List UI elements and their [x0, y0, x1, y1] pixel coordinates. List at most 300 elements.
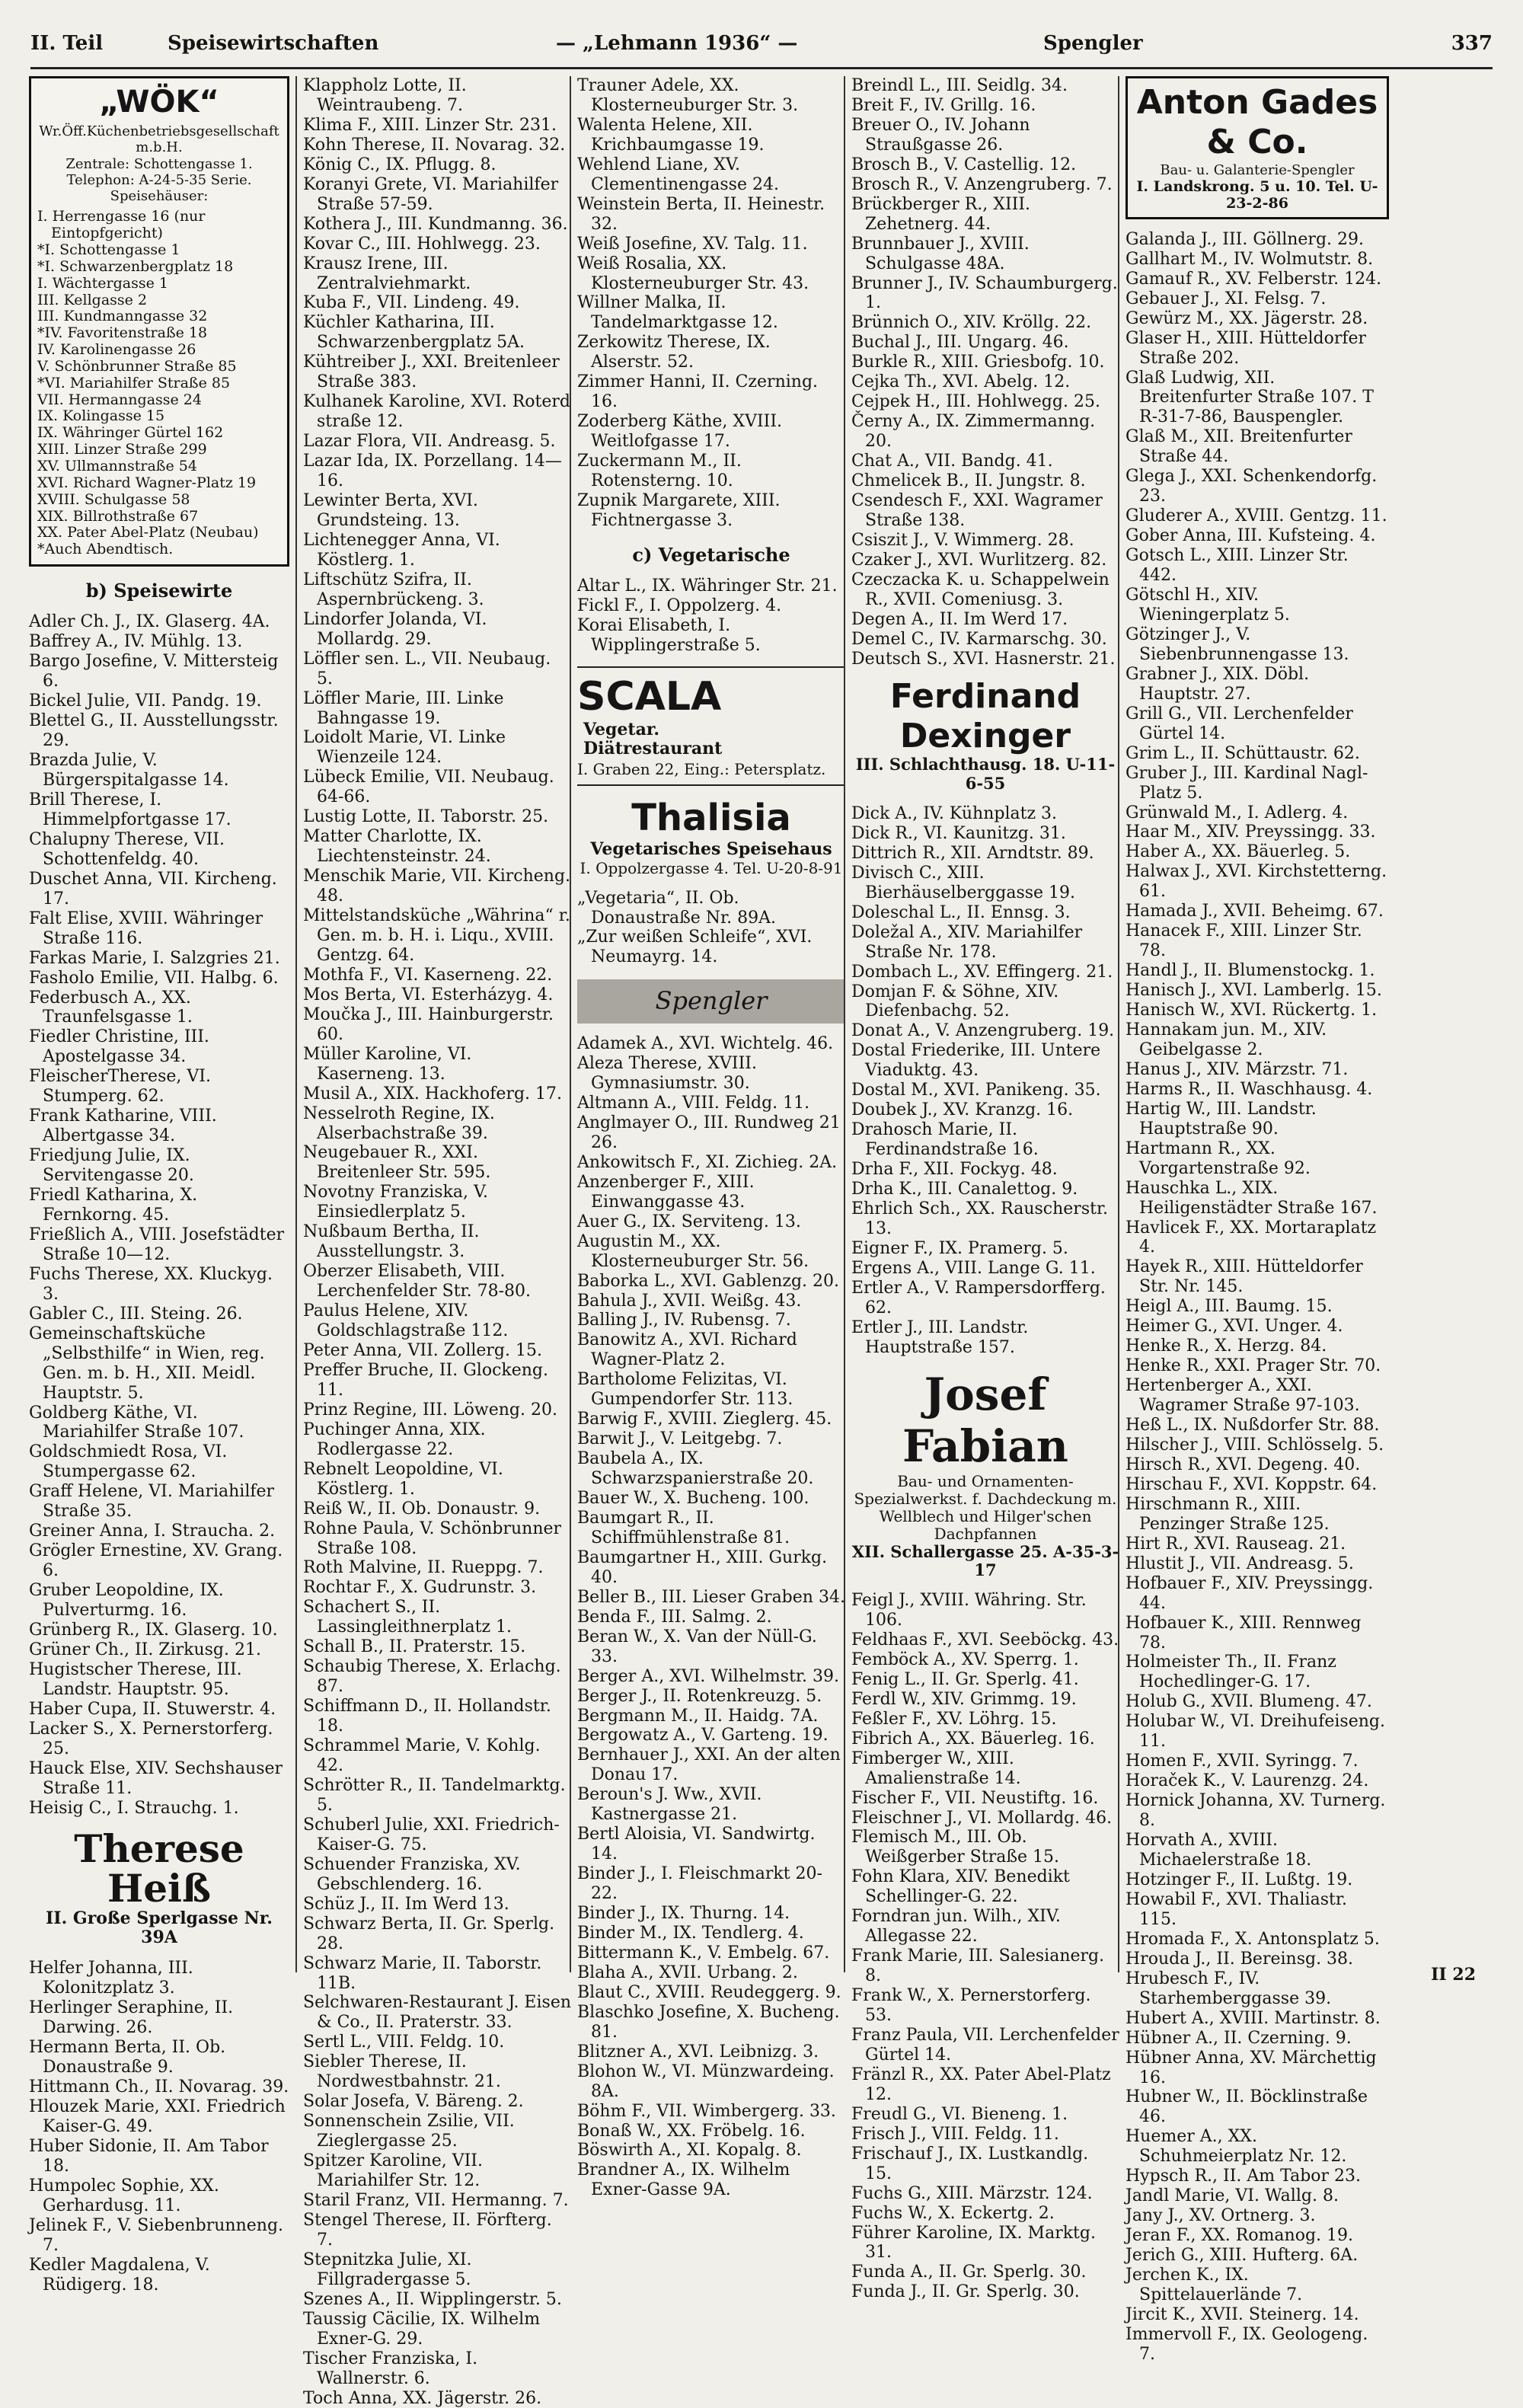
directory-entry: Führer Karoline, IX. Marktg. 31. [851, 2223, 1096, 2263]
directory-entry: Feigl J., XVIII. Währing. Str. 106. [851, 1591, 1087, 1630]
directory-entry: Binder M., IX. Tendlerg. 4. [577, 1924, 804, 1943]
directory-entry: Hübner Anna, XV. Märchettig 16. [1125, 2048, 1377, 2087]
wok-location: IV. Karolinengasse 26 [37, 341, 196, 359]
wok-location: III. Kellgasse 2 [37, 291, 148, 308]
directory-entry: Spitzer Karoline, VII. Mariahilfer Str. 12. [303, 2151, 483, 2191]
directory-entry: Böhm F., VII. Wimbergerg. 33. [577, 2101, 836, 2121]
directory-entry: Csiszit J., V. Wimmerg. 28. [851, 530, 1074, 550]
directory-entry: Fuchs G., XIII. Märzstr. 124. [851, 2183, 1093, 2203]
wok-advertisement [29, 76, 289, 567]
directory-entry: Selchwaren-Restaurant J. Eisen & Co., II. Praterstr. 33. [303, 1993, 572, 2033]
directory-entry: Glaß Ludwig, XII. Breitenfurter Straße 107. T R-31-7-86, Bauspengler. [1125, 368, 1374, 427]
directory-entry: Staril Franz, VII. Hermanng. 7. [303, 2190, 569, 2210]
directory-entry: Deutsch S., XVI. Hasnerstr. 21. [851, 649, 1116, 669]
directory-entry: Chat A., VII. Bandg. 41. [851, 452, 1053, 471]
directory-entry: König C., IX. Pflugg. 8. [303, 155, 496, 174]
dexinger-address: III. Schlachthausg. 18. U-11-6-55 [855, 755, 1116, 794]
directory-entry: Donat A., V. Anzengruberg. 19. [851, 1021, 1115, 1041]
directory-entry: Heisig C., I. Strauchg. 1. [29, 1798, 239, 1818]
directory-entry: Fickl F., I. Oppolzerg. 4. [577, 596, 782, 616]
directory-entry: Drha K., III. Canalettog. 9. [851, 1180, 1078, 1199]
heiss-address: II. Große Sperlgasse Nr. 39A [46, 1908, 273, 1948]
directory-entry: Zoderberg Käthe, XVIII. Weitlofgasse 17. [577, 412, 783, 452]
directory-entry: Jeran F., XX. Romanog. 19. [1125, 2226, 1354, 2246]
directory-entry: Doleschal L., II. Ennsg. 3. [851, 902, 1071, 922]
directory-entry: Fasholo Emilie, VII. Halbg. 6. [29, 968, 279, 988]
directory-entry: Rochtar F., X. Gudrunstr. 3. [303, 1578, 537, 1598]
directory-entry: Hübner A., II. Czerning. 9. [1125, 2028, 1352, 2048]
entry-list [851, 76, 1119, 669]
directory-entry: Horaček K., V. Laurenzg. 24. [1125, 1771, 1369, 1791]
directory-entry: Böswirth A., XI. Kopalg. 8. [577, 2141, 802, 2160]
directory-entry: Bickel Julie, VII. Pandg. 19. [29, 691, 262, 711]
directory-entry: Dostal M., XVI. Panikeng. 35. [851, 1081, 1101, 1100]
directory-entry: Dittrich R., XII. Arndtstr. 89. [851, 843, 1094, 863]
anton-gades-subtitle: Bau- u. Galanterie-Spengler [1160, 161, 1355, 178]
directory-entry: Herlinger Seraphine, II. Darwing. 26. [29, 1998, 234, 2038]
directory-entry: Banowitz A., XVI. Richard Wagner-Platz 2. [577, 1330, 797, 1370]
directory-entry: Weinstein Berta, II. Heinestr. 32. [577, 194, 825, 234]
directory-entry: Frank Katharine, VIII. Albertgasse 34. [29, 1107, 217, 1146]
directory-entry: Auer G., IX. Serviteng. 13. [577, 1212, 801, 1231]
directory-entry: Friedjung Julie, IX. Servitengasse 20. [29, 1146, 194, 1186]
directory-entry: Fleischner J., VI. Mollardg. 46. [851, 1808, 1113, 1828]
wok-title: „WÖK“ [99, 85, 219, 120]
directory-entry: Hotzinger F., II. Lußtg. 19. [1125, 1870, 1353, 1889]
directory-entry: Haber A., XX. Bäuerleg. 5. [1125, 842, 1351, 862]
directory-entry: Federbusch A., XX. Traunfelsgasse 1. [29, 988, 193, 1027]
entry-list [851, 804, 1119, 1358]
wok-location: I. Wächtergasse 1 [37, 274, 168, 292]
directory-entry: Müller Karoline, VI. Kaserneng. 13. [303, 1044, 472, 1084]
directory-entry: Bergmann M., II. Haidg. 7A. [577, 1706, 819, 1726]
directory-entry: Gotsch L., XIII. Linzer Str. 442. [1125, 546, 1349, 586]
directory-entry: Stepnitzka Julie, XI. Fillgradergasse 5. [303, 2250, 472, 2289]
directory-entry: Loidolt Marie, VI. Linke Wienzeile 124. [303, 728, 506, 768]
directory-entry: Zupnik Margarete, XIII. Fichtnergasse 3. [577, 491, 781, 530]
heiss-advertisement [29, 1825, 289, 1949]
wok-location: XVI. Richard Wagner-Platz 19 [37, 474, 257, 491]
directory-entry: Fibrich A., XX. Bäuerleg. 16. [851, 1729, 1095, 1749]
directory-entry: Feldhaas F., XVI. Seeböckg. 43. [851, 1630, 1119, 1650]
directory-entry: Goldschmiedt Rosa, VI. Stumpergasse 62. [29, 1442, 228, 1482]
directory-entry: Frank W., X. Pernerstorferg. 53. [851, 1986, 1091, 2026]
directory-entry: Hirsch R., XVI. Degeng. 40. [1125, 1455, 1361, 1474]
wok-phone: Telephon: A-24-5-35 Serie. [66, 171, 252, 188]
entry-list [577, 889, 845, 968]
directory-entry: Frisch J., VIII. Feldg. 11. [851, 2124, 1059, 2144]
directory-entry: Menschik Marie, VII. Kircheng. 48. [303, 867, 571, 906]
directory-entry: Freudl G., VI. Bieneng. 1. [851, 2104, 1068, 2124]
directory-entry: Demel C., IV. Karmarschg. 30. [851, 629, 1107, 649]
directory-entry: Harms R., II. Waschhausg. 4. [1125, 1079, 1373, 1099]
directory-entry: Forndran jun. Wilh., XIV. Allegasse 22. [851, 1907, 1061, 1947]
directory-entry: Nesselroth Regine, IX. Alserbachstraße 39. [303, 1103, 495, 1143]
directory-entry: Krausz Irene, III. Zentralviehmarkt. [303, 254, 471, 293]
directory-entry: Duschet Anna, VII. Kircheng. 17. [29, 869, 277, 909]
directory-entry: Lacker S., X. Pernerstorferg. 25. [29, 1719, 273, 1758]
directory-entry: Holub G., XVII. Blumeng. 47. [1125, 1692, 1372, 1712]
directory-entry: Heigl A., III. Baumg. 15. [1125, 1297, 1333, 1317]
directory-entry: Friedl Katharina, X. Fernkorng. 45. [29, 1186, 198, 1225]
directory-entry: Zuckermann M., II. Rotensterng. 10. [577, 452, 742, 491]
directory-entry: Paulus Helene, XIV. Goldschlagstraße 112. [303, 1301, 509, 1341]
directory-entry: Roth Malvine, II. Rueppg. 7. [303, 1558, 544, 1578]
directory-entry: Henke R., X. Herzg. 84. [1125, 1337, 1327, 1356]
wok-location: *I. Schwarzenbergplatz 18 [37, 257, 234, 275]
anton-gades-name: Anton Gades & Co. [1136, 83, 1378, 161]
directory-entry: Gabler C., III. Steing. 26. [29, 1304, 243, 1324]
directory-entry: Kulhanek Karoline, XVI. Roterd straße 12. [303, 392, 571, 432]
directory-entry: Nußbaum Bertha, II. Ausstellungstr. 3. [303, 1222, 480, 1262]
directory-entry: Fimberger W., XIII. Amalienstraße 14. [851, 1749, 1021, 1788]
directory-entry: Drha F., XII. Fockyg. 48. [851, 1160, 1058, 1180]
directory-entry: Heimer G., XVI. Unger. 4. [1125, 1317, 1343, 1337]
column-1 [29, 76, 295, 2295]
directory-entry: Lazar Flora, VII. Andreasg. 5. [303, 432, 556, 452]
directory-entry: Gamauf R., XV. Felberstr. 124. [1125, 269, 1382, 289]
directory-entry: Gruber Leopoldine, IX. Pulverturmg. 16. [29, 1581, 224, 1621]
directory-entry: Hamada J., XVII. Beheimg. 67. [1125, 902, 1384, 921]
directory-entry: Schwarz Berta, II. Gr. Sperlg. 28. [303, 1914, 555, 1953]
directory-entry: Korai Elisabeth, I. Wipplingerstraße 5. [577, 616, 761, 656]
directory-entry: Grim L., II. Schüttaustr. 62. [1125, 743, 1360, 763]
directory-entry: Humpolec Sophie, XX. Gerhardusg. 11. [29, 2176, 219, 2215]
anton-gades-address: I. Landskrong. 5 u. 10. Tel. U-23-2-86 [1136, 178, 1378, 212]
directory-entry: Kedler Magdalena, V. Rüdigerg. 18. [29, 2255, 210, 2295]
directory-entry: Gallhart M., IV. Wolmutstr. 8. [1125, 249, 1374, 269]
wok-location: VII. Hermanngasse 24 [37, 391, 202, 408]
fabian-advertisement [851, 1368, 1119, 1580]
fabian-address: XII. Schallergasse 25. A-35-3-17 [851, 1541, 1119, 1580]
directory-entry: Schüz J., II. Im Werd 13. [303, 1894, 509, 1914]
directory-entry: Brosch B., V. Castellig. 12. [851, 155, 1077, 174]
directory-entry: Trauner Adele, XX. Klosterneuburger Str. 3. [577, 76, 799, 115]
page-footer-mark: II 22 [1431, 1965, 1476, 1985]
directory-entry: Hanacek F., XIII. Linzer Str. 78. [1125, 921, 1362, 961]
directory-entry: Burkle R., XIII. Griesbofg. 10. [851, 353, 1105, 372]
directory-entry: Bittermann K., V. Embelg. 67. [577, 1943, 830, 1962]
directory-entry: Frischauf J., IX. Lustkandlg. 15. [851, 2144, 1089, 2183]
directory-entry: Rohne Paula, V. Schönbrunner Straße 108. [303, 1519, 562, 1558]
directory-entry: Baubela A., IX. Schwarzspanierstraße 20. [577, 1449, 814, 1489]
directory-entry: Toch Anna, XX. Jägerstr. 26. [303, 2388, 542, 2408]
wok-location: *IV. Favoritenstraße 18 [37, 324, 208, 342]
directory-entry: Farkas Marie, I. Salzgries 21. [29, 948, 280, 968]
directory-entry: Bauer W., X. Bucheng. 100. [577, 1489, 809, 1509]
scala-tagline-2: Diätrestaurant [583, 738, 723, 758]
directory-entry: Fischer F., VII. Neustiftg. 16. [851, 1788, 1099, 1808]
directory-entry: Ferdl W., XIV. Grimmg. 19. [851, 1689, 1077, 1709]
directory-entry: Küchler Katharina, III. Schwarzenbergplatz 5A. [303, 313, 525, 353]
directory-entry: Gober Anna, III. Kufsteing. 4. [1125, 526, 1376, 546]
directory-entry: Augustin M., XX. Klosterneuburger Str. 56. [577, 1231, 809, 1271]
directory-entry: Löffler Marie, III. Linke Bahngasse 19. [303, 688, 504, 728]
directory-entry: Jandl Marie, VI. Wallg. 8. [1125, 2186, 1339, 2206]
scala-tagline-1: Vegetar. [583, 720, 660, 740]
column-2 [295, 76, 577, 2408]
directory-entry: Liftschütz Szifra, II. Aspernbrückeng. 3. [303, 570, 484, 609]
directory-entry: Hofbauer F., XIV. Preyssingg. 44. [1125, 1573, 1374, 1613]
part-label: II. Teil [30, 32, 104, 55]
section-band-spengler: Spengler [577, 979, 845, 1024]
directory-entry: Bernhauer J., XXI. An der alten Donau 17. [577, 1745, 841, 1785]
wok-location: IX. Kolingasse 15 [37, 407, 165, 425]
directory-entry: Klappholz Lotte, II. Weintraubeng. 7. [303, 76, 467, 115]
directory-entry: Matter Charlotte, IX. Liechtensteinstr. 24. [303, 827, 491, 867]
directory-entry: Grünberg R., IX. Glaserg. 10. [29, 1621, 278, 1640]
fabian-description: Bau- und Ornamenten-Spezialwerkst. f. Dachdeckung m. Wellblech und Hilger'schen Dachpfannen [854, 1471, 1117, 1543]
directory-entry: Dombach L., XV. Effingerg. 21. [851, 962, 1113, 982]
directory-entry: Götzinger J., V. Siebenbrunnengasse 13. [1125, 624, 1349, 664]
directory-entry: Mothfa F., VI. Kaserneng. 22. [303, 965, 553, 985]
thalisia-advertisement [577, 797, 845, 877]
directory-entry: Fuchs W., X. Eckertg. 2. [851, 2203, 1055, 2223]
directory-entry: Hauschka L., XIX. Heiligenstädter Straße 167. [1125, 1178, 1378, 1218]
directory-entry: Franz Paula, VII. Lerchenfelder Gürtel 14. [851, 2026, 1119, 2065]
directory-entry: Schaubig Therese, X. Erlachg. 87. [303, 1657, 561, 1697]
thalisia-name: Thalisia [631, 797, 791, 840]
fabian-name: Josef Fabian [902, 1368, 1068, 1473]
directory-entry: Brunnbauer J., XVIII. Schulgasse 48A. [851, 234, 1030, 273]
directory-entry: Hayek R., XIII. Hütteldorfer Str. Nr. 145. [1125, 1257, 1363, 1297]
entry-list [577, 1034, 845, 2200]
entry-list [1125, 230, 1389, 2365]
directory-entry: Hanus J., XIV. Märzstr. 71. [1125, 1059, 1349, 1079]
directory-entry: Galanda J., III. Göllnerg. 29. [1125, 229, 1365, 249]
directory-entry: Peter Anna, VII. Zollerg. 15. [303, 1341, 542, 1360]
directory-entry: Ankowitsch F., XI. Zichieg. 2A. [577, 1152, 838, 1172]
directory-entry: Helfer Johanna, III. Kolonitzplatz 3. [29, 1959, 193, 1998]
directory-entry: Kuba F., VII. Lindeng. 49. [303, 293, 520, 313]
directory-entry: Barwig F., XVIII. Zieglerg. 45. [577, 1410, 832, 1429]
directory-entry: Koranyi Grete, VI. Mariahilfer Straße 57-59. [303, 174, 559, 214]
directory-entry: Hubert A., XVIII. Martinstr. 8. [1125, 2008, 1381, 2028]
directory-entry: Stengel Therese, II. Förfterg. 7. [303, 2210, 552, 2250]
directory-entry: Brückberger R., XIII. Zehetnerg. 44. [851, 194, 1031, 234]
directory-entry: Funda J., II. Gr. Sperlg. 30. [851, 2282, 1080, 2302]
directory-entry: Kovar C., III. Hohlwegg. 23. [303, 234, 541, 254]
directory-entry: Taussig Cäcilie, IX. Wilhelm Exner-G. 29. [303, 2309, 541, 2349]
entry-list [577, 576, 845, 656]
directory-entry: Hartig W., III. Landstr. Hauptstraße 90. [1125, 1099, 1317, 1139]
directory-entry: Brünnich O., XIV. Kröllg. 22. [851, 313, 1092, 333]
directory-entry: „Vegetaria“, II. Ob. Donaustraße Nr. 89A. [577, 888, 777, 928]
directory-entry: Homen F., XVII. Syringg. 7. [1125, 1752, 1359, 1771]
directory-entry: Frießlich A., VIII. Josefstädter Straße 10—12. [29, 1225, 285, 1264]
page-number: 337 [1451, 32, 1493, 55]
directory-entry: Schachert S., II. Lassingleithnerplatz 1. [303, 1598, 512, 1637]
column-5 [1118, 76, 1395, 2364]
directory-entry: Greiner Anna, I. Straucha. 2. [29, 1522, 276, 1541]
directory-entry: Femböck A., XV. Sperrg. 1. [851, 1650, 1079, 1669]
directory-entry: Hypsch R., II. Am Tabor 23. [1125, 2167, 1362, 2186]
directory-entry: „Zur weißen Schleife“, XVI. Neumayrg. 14. [577, 928, 813, 967]
scala-name: SCALA [577, 674, 722, 720]
wok-location: V. Schönbrunner Straße 85 [37, 357, 237, 375]
thalisia-address: I. Oppolzergasse 4. Tel. U-20-8-91 [580, 858, 843, 877]
directory-entry: Doubek J., XV. Kranzg. 16. [851, 1100, 1074, 1120]
directory-entry: Fränzl R., XX. Pater Abel-Platz 12. [851, 2065, 1111, 2104]
directory-entry: Hrubesch F., IV. Starhemberggasse 39. [1125, 1969, 1332, 2008]
directory-entry: Falt Elise, XVIII. Währinger Straße 116. [29, 909, 263, 948]
directory-entry: Gemeinschaftsküche „Selbsthilfe“ in Wien, reg. Gen. m. b. H., XII. Meidl. Hauptstr. 5. [29, 1324, 265, 1403]
directory-entry: Aleza Therese, XVIII. Gymnasiumstr. 30. [577, 1054, 757, 1094]
wok-location: XX. Pater Abel-Platz (Neubau) [37, 524, 259, 541]
directory-entry: Handl J., II. Blumenstockg. 1. [1125, 961, 1375, 981]
directory-entry: Blohon W., VI. Münzwardeing. 8A. [577, 2061, 835, 2101]
directory-entry: Ertler A., V. Rampersdorfferg. 62. [851, 1278, 1106, 1317]
directory-entry: Ergens A., VIII. Lange G. 11. [851, 1258, 1096, 1278]
directory-entry: Ertler J., III. Landstr. Hauptstraße 157. [851, 1317, 1029, 1357]
directory-entry: Blaut C., XVIII. Reudeggerg. 9. [577, 1982, 841, 2002]
directory-entry: Henke R., XXI. Prager Str. 70. [1125, 1356, 1381, 1376]
entry-list [577, 76, 845, 531]
directory-entry: Huemer A., XX. Schuhmeierplatz Nr. 12. [1125, 2127, 1347, 2167]
directory-entry: Jircit K., XVII. Steinerg. 14. [1125, 2304, 1359, 2324]
directory-entry: Kühtreiber J., XXI. Breitenleer Straße 383. [303, 353, 560, 392]
directory-entry: Blitzner A., XVI. Leibnizg. 3. [577, 2042, 819, 2061]
directory-entry: Baumgartner H., XIII. Gurkg. 40. [577, 1547, 828, 1587]
directory-entry: Weiß Rosalia, XX. Klosterneuburger Str. 43. [577, 254, 809, 293]
directory-entry: Jany J., XV. Ortnerg. 3. [1125, 2206, 1316, 2226]
scala-advertisement [577, 666, 845, 786]
directory-entry: Siebler Therese, II. Nordwestbahnstr. 21. [303, 2052, 501, 2092]
directory-entry: Howabil F., XVI. Thaliastr. 115. [1125, 1889, 1347, 1929]
column-4 [844, 76, 1125, 2302]
directory-entry: Haber Cupa, II. Stuwerstr. 4. [29, 1699, 276, 1719]
directory-entry: Flemisch M., III. Ob. Weißgerber Straße 15. [851, 1828, 1060, 1867]
thalisia-subtitle: Vegetarisches Speisehaus [590, 839, 832, 859]
wok-location: XVIII. Schulgasse 58 [37, 490, 190, 508]
directory-entry: Solar Josefa, V. Bäreng. 2. [303, 2092, 524, 2112]
heiss-name: Therese Heiß [74, 1825, 244, 1911]
directory-entry: Adamek A., XVI. Wichtelg. 46. [577, 1034, 834, 1054]
directory-entry: Klima F., XIII. Linzer Str. 231. [303, 115, 557, 135]
directory-entry: Altar L., IX. Währinger Str. 21. [577, 576, 838, 596]
directory-entry: Hanisch W., XVI. Rückertg. 1. [1125, 1001, 1378, 1020]
directory-entry: Hittmann Ch., II. Novarag. 39. [29, 2077, 289, 2097]
directory-entry: Szenes A., II. Wipplingerstr. 5. [303, 2289, 562, 2309]
directory-entry: Zerkowitz Therese, IX. Alserstr. 52. [577, 333, 771, 372]
directory-entry: Bargo Josefine, V. Mittersteig 6. [29, 652, 279, 691]
wok-location: *I. Schottengasse 1 [37, 241, 180, 259]
directory-entry: Gruber J., III. Kardinal Nagl-Platz 5. [1125, 763, 1368, 803]
directory-entry: Lübeck Emilie, VII. Neubaug. 64-66. [303, 768, 554, 807]
directory-entry: Chalupny Therese, VII. Schottenfeldg. 40. [29, 829, 225, 869]
directory-entry: Blaha A., XVII. Urbang. 2. [577, 1962, 798, 1982]
directory-entry: Gebauer J., XI. Felsg. 7. [1125, 289, 1327, 308]
directory-entry: Beroun's J. Ww., XVII. Kastnergasse 21. [577, 1785, 762, 1825]
directory-entry: Schuberl Julie, XXI. Friedrich-Kaiser-G. 75. [303, 1815, 560, 1854]
directory-entry: Lazar Ida, IX. Porzellang. 14—16. [303, 452, 562, 491]
directory-entry: Schwarz Marie, II. Taborstr. 11B. [303, 1953, 542, 1993]
directory-entry: Mos Berta, VI. Esterházyg. 4. [303, 985, 554, 1004]
scala-tagline [583, 720, 722, 757]
book-title: — „Lehmann 1936“ — [556, 32, 798, 55]
directory-entry: Binder J., I. Fleischmarkt 20-22. [577, 1864, 822, 1904]
directory-entry: Brandner A., IX. Wilhelm Exner-Gasse 9A. [577, 2160, 790, 2200]
directory-entry: Brill Therese, I. Himmelpfortgasse 17. [29, 790, 231, 829]
directory-entry: Bartholome Felizitas, VI. Gumpendorfer Str. 113. [577, 1370, 793, 1410]
page-header [30, 32, 1493, 62]
wok-location: XIX. Billrothstraße 67 [37, 507, 199, 525]
directory-entry: Götschl H., XIV. Wieningerplatz 5. [1125, 586, 1290, 624]
directory-entry: Anglmayer O., III. Rundweg 21 26. [577, 1113, 841, 1152]
wok-location: XV. Ullmannstraße 54 [37, 458, 197, 475]
wok-hq: Zentrale: Schottengasse 1. [65, 155, 253, 172]
directory-entry: Barwit J., V. Leitgebg. 7. [577, 1429, 783, 1449]
directory-entry: Hirschmann R., XIII. Penzinger Straße 125. [1125, 1494, 1330, 1534]
directory-entry: Huber Sidonie, II. Am Tabor 18. [29, 2137, 269, 2176]
section-label: Speisewirtschaften [168, 32, 379, 55]
directory-entry: Brunner J., IV. Schaumburgerg. 1. [851, 273, 1118, 313]
directory-entry: Grabner J., XIX. Döbl. Hauptstr. 27. [1125, 664, 1310, 704]
directory-entry: Holmeister Th., II. Franz Hochedlinger-G. 17. [1125, 1653, 1336, 1692]
wok-location: III. Kundmanngasse 32 [37, 308, 208, 325]
directory-entry: Hirt R., XVI. Rauseag. 21. [1125, 1534, 1346, 1554]
directory-entry: Brosch R., V. Anzengruberg. 7. [851, 174, 1113, 194]
dexinger-name: Ferdinand Dexinger [889, 676, 1081, 755]
directory-entry: Beller B., III. Lieser Graben 34. [577, 1587, 845, 1607]
section-title-speisewirte: b) Speisewirte [85, 580, 233, 602]
directory-entry: Wehlend Liane, XV. Clementinengasse 24. [577, 155, 779, 194]
directory-entry: Hartmann R., XX. Vorgartenstraße 92. [1125, 1139, 1311, 1178]
directory-entry: Hlustit J., VII. Andreasg. 5. [1125, 1554, 1354, 1573]
directory-entry: Jerich G., XIII. Hufterg. 6A. [1125, 2246, 1359, 2266]
directory-entry: Sonnenschein Zsilie, VII. Zieglergasse 25. [303, 2112, 515, 2151]
directory-entry: Grünwald M., I. Adlerg. 4. [1125, 803, 1349, 822]
directory-entry: Csendesch F., XXI. Wagramer Straße 138. [851, 491, 1103, 530]
directory-entry: Schrammel Marie, V. Kohlg. 42. [303, 1736, 541, 1776]
directory-entry: Drahosch Marie, II. Ferdinandstraße 16. [851, 1120, 1039, 1160]
directory-entry: Fuchs Therese, XX. Kluckyg. 3. [29, 1264, 273, 1304]
directory-entry: Baborka L., XVI. Gablenzg. 20. [577, 1271, 840, 1291]
directory-entry: Breindl L., III. Seidlg. 34. [851, 76, 1068, 95]
directory-entry: Brazda Julie, V. Bürgerspitalgasse 14. [29, 751, 229, 790]
wok-location: *VI. Mariahilfer Straße 85 [37, 374, 231, 391]
directory-entry: Schiffmann D., II. Hollandstr. 18. [303, 1697, 551, 1736]
directory-entry: Puchinger Anna, XIX. Rodlergasse 22. [303, 1420, 486, 1459]
directory-entry: Glaß M., XII. Breitenfurter Straße 44. [1125, 427, 1352, 467]
directory-entry: Bonaß W., XX. Fröbelg. 16. [577, 2121, 806, 2141]
directory-entry: Eigner F., IX. Pramerg. 5. [851, 1238, 1068, 1258]
dexinger-advertisement [851, 677, 1119, 794]
directory-entry: Degen A., II. Im Werd 17. [851, 609, 1068, 629]
header-rule [30, 67, 1493, 69]
directory-entry: Tischer Franziska, I. Wallnerstr. 6. [303, 2349, 478, 2388]
directory-entry: Gewürz M., XX. Jägerstr. 28. [1125, 308, 1368, 328]
directory-entry: Walenta Helene, XII. Krichbaumgasse 19. [577, 115, 765, 155]
directory-entry: Neugebauer R., XXI. Breitenleer Str. 595. [303, 1143, 491, 1183]
directory-entry: Breuer O., IV. Johann Straußgasse 26. [851, 115, 1030, 155]
directory-entry: Schall B., II. Praterstr. 15. [303, 1637, 526, 1657]
directory-entry: Immervoll F., IX. Geologeng. 7. [1125, 2324, 1368, 2364]
directory-entry: Cejpek H., III. Hohlwegg. 25. [851, 392, 1100, 412]
directory-entry: Weiß Josefine, XV. Talg. 11. [577, 234, 808, 254]
directory-entry: Havlicek F., XX. Mortaraplatz 4. [1125, 1218, 1377, 1257]
directory-entry: Hirschau F., XVI. Koppstr. 64. [1125, 1474, 1378, 1494]
directory-entry: Dick A., IV. Kühnplatz 3. [851, 803, 1058, 823]
directory-entry: Schrötter R., II. Tandelmarktg. 5. [303, 1775, 566, 1815]
directory-entry: Dostal Friederike, III. Untere Viaduktg. 43. [851, 1041, 1101, 1081]
directory-entry: Oberzer Elisabeth, VIII. Lerchenfelder Str. 78-80. [303, 1262, 532, 1301]
directory-entry: Horvath A., XVIII. Michaelerstraße 18. [1125, 1831, 1312, 1870]
directory-entry: Löffler sen. L., VII. Neubaug. 5. [303, 649, 551, 688]
section-title-vegetarische: c) Vegetarische [632, 543, 790, 566]
directory-entry: Lustig Lotte, II. Taborstr. 25. [303, 807, 549, 827]
directory-entry: Hornick Johanna, XV. Turnerg. 8. [1125, 1791, 1386, 1831]
